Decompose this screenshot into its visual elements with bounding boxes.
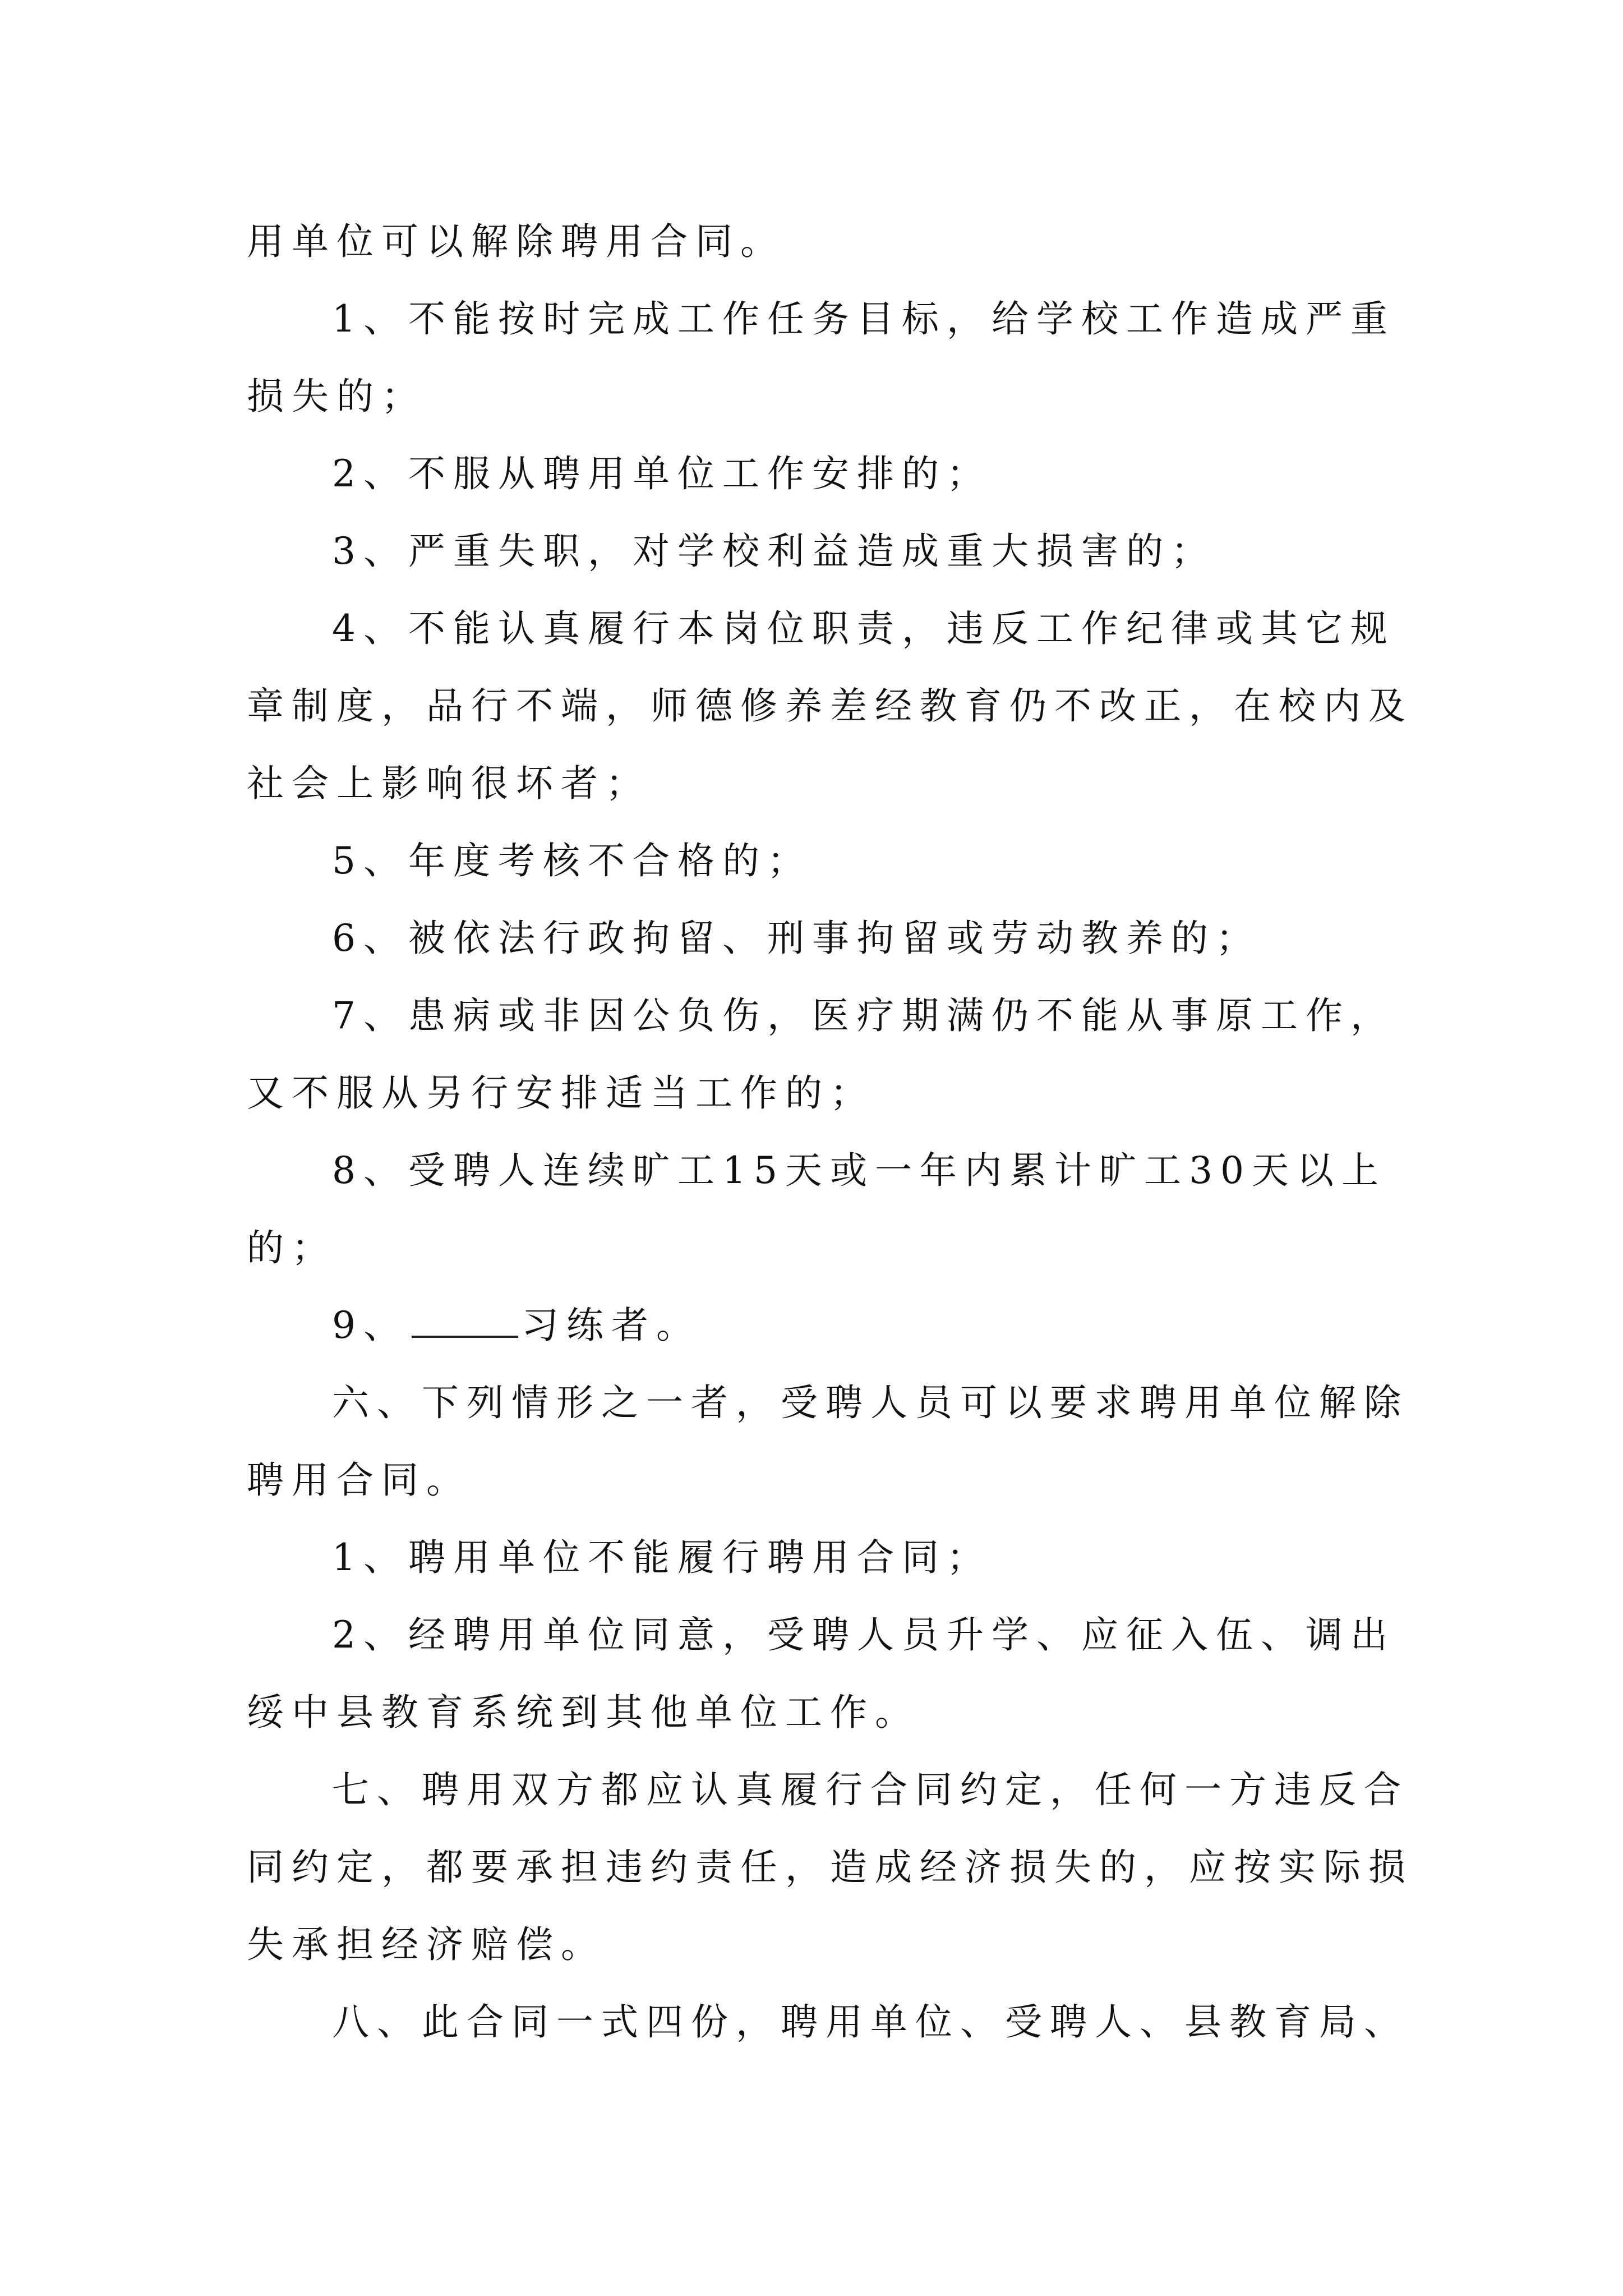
- paragraph-with-blank: [247, 1287, 1424, 1364]
- paragraph-text-after-blank: 习练者。: [522, 1304, 701, 1347]
- paragraph: 七、聘用双方都应认真履行合同约定，任何一方违反合同约定，都要承担违约责任，造成经济损失的，应按实际损失承担经济赔偿。: [247, 1768, 1413, 1966]
- paragraph: 3、严重失职，对学校利益造成重大损害的；: [332, 530, 1216, 573]
- paragraph: 八、此合同一式四份，聘用单位、受聘人、县教育局、: [332, 2000, 1409, 2044]
- document-body: [247, 203, 1424, 2061]
- paragraph: 5、年度考核不合格的；: [332, 839, 812, 882]
- paragraph: 六、下列情形之一者，受聘人员可以要求聘用单位解除聘用合同。: [247, 1381, 1409, 1502]
- paragraph: 2、不服从聘用单位工作安排的；: [332, 452, 992, 495]
- paragraph: 2、经聘用单位同意，受聘人员升学、应征入伍、调出绥中县教育系统到其他单位工作。: [247, 1613, 1395, 1734]
- paragraph: 4、不能认真履行本岗位职责，违反工作纪律或其它规章制度，品行不端，师德修养差经教育仍不改正，在校内及社会上影响很坏者；: [247, 607, 1413, 805]
- paragraph: 用单位可以解除聘用合同。: [247, 220, 785, 263]
- paragraph: 1、不能按时完成工作任务目标，给学校工作造成严重损失的；: [247, 297, 1395, 418]
- paragraph: 7、患病或非因公负伤，医疗期满仍不能从事原工作，又不服从另行安排适当工作的；: [247, 994, 1395, 1115]
- paragraph: 6、被依法行政拘留、刑事拘留或劳动教养的；: [332, 917, 1261, 960]
- paragraph: 1、聘用单位不能履行聘用合同；: [332, 1536, 992, 1579]
- paragraph: 8、受聘人连续旷工15天或一年内累计旷工30天以上的；: [247, 1149, 1386, 1269]
- fill-in-blank: [412, 1305, 518, 1338]
- paragraph-text-before-blank: 9、: [332, 1304, 408, 1347]
